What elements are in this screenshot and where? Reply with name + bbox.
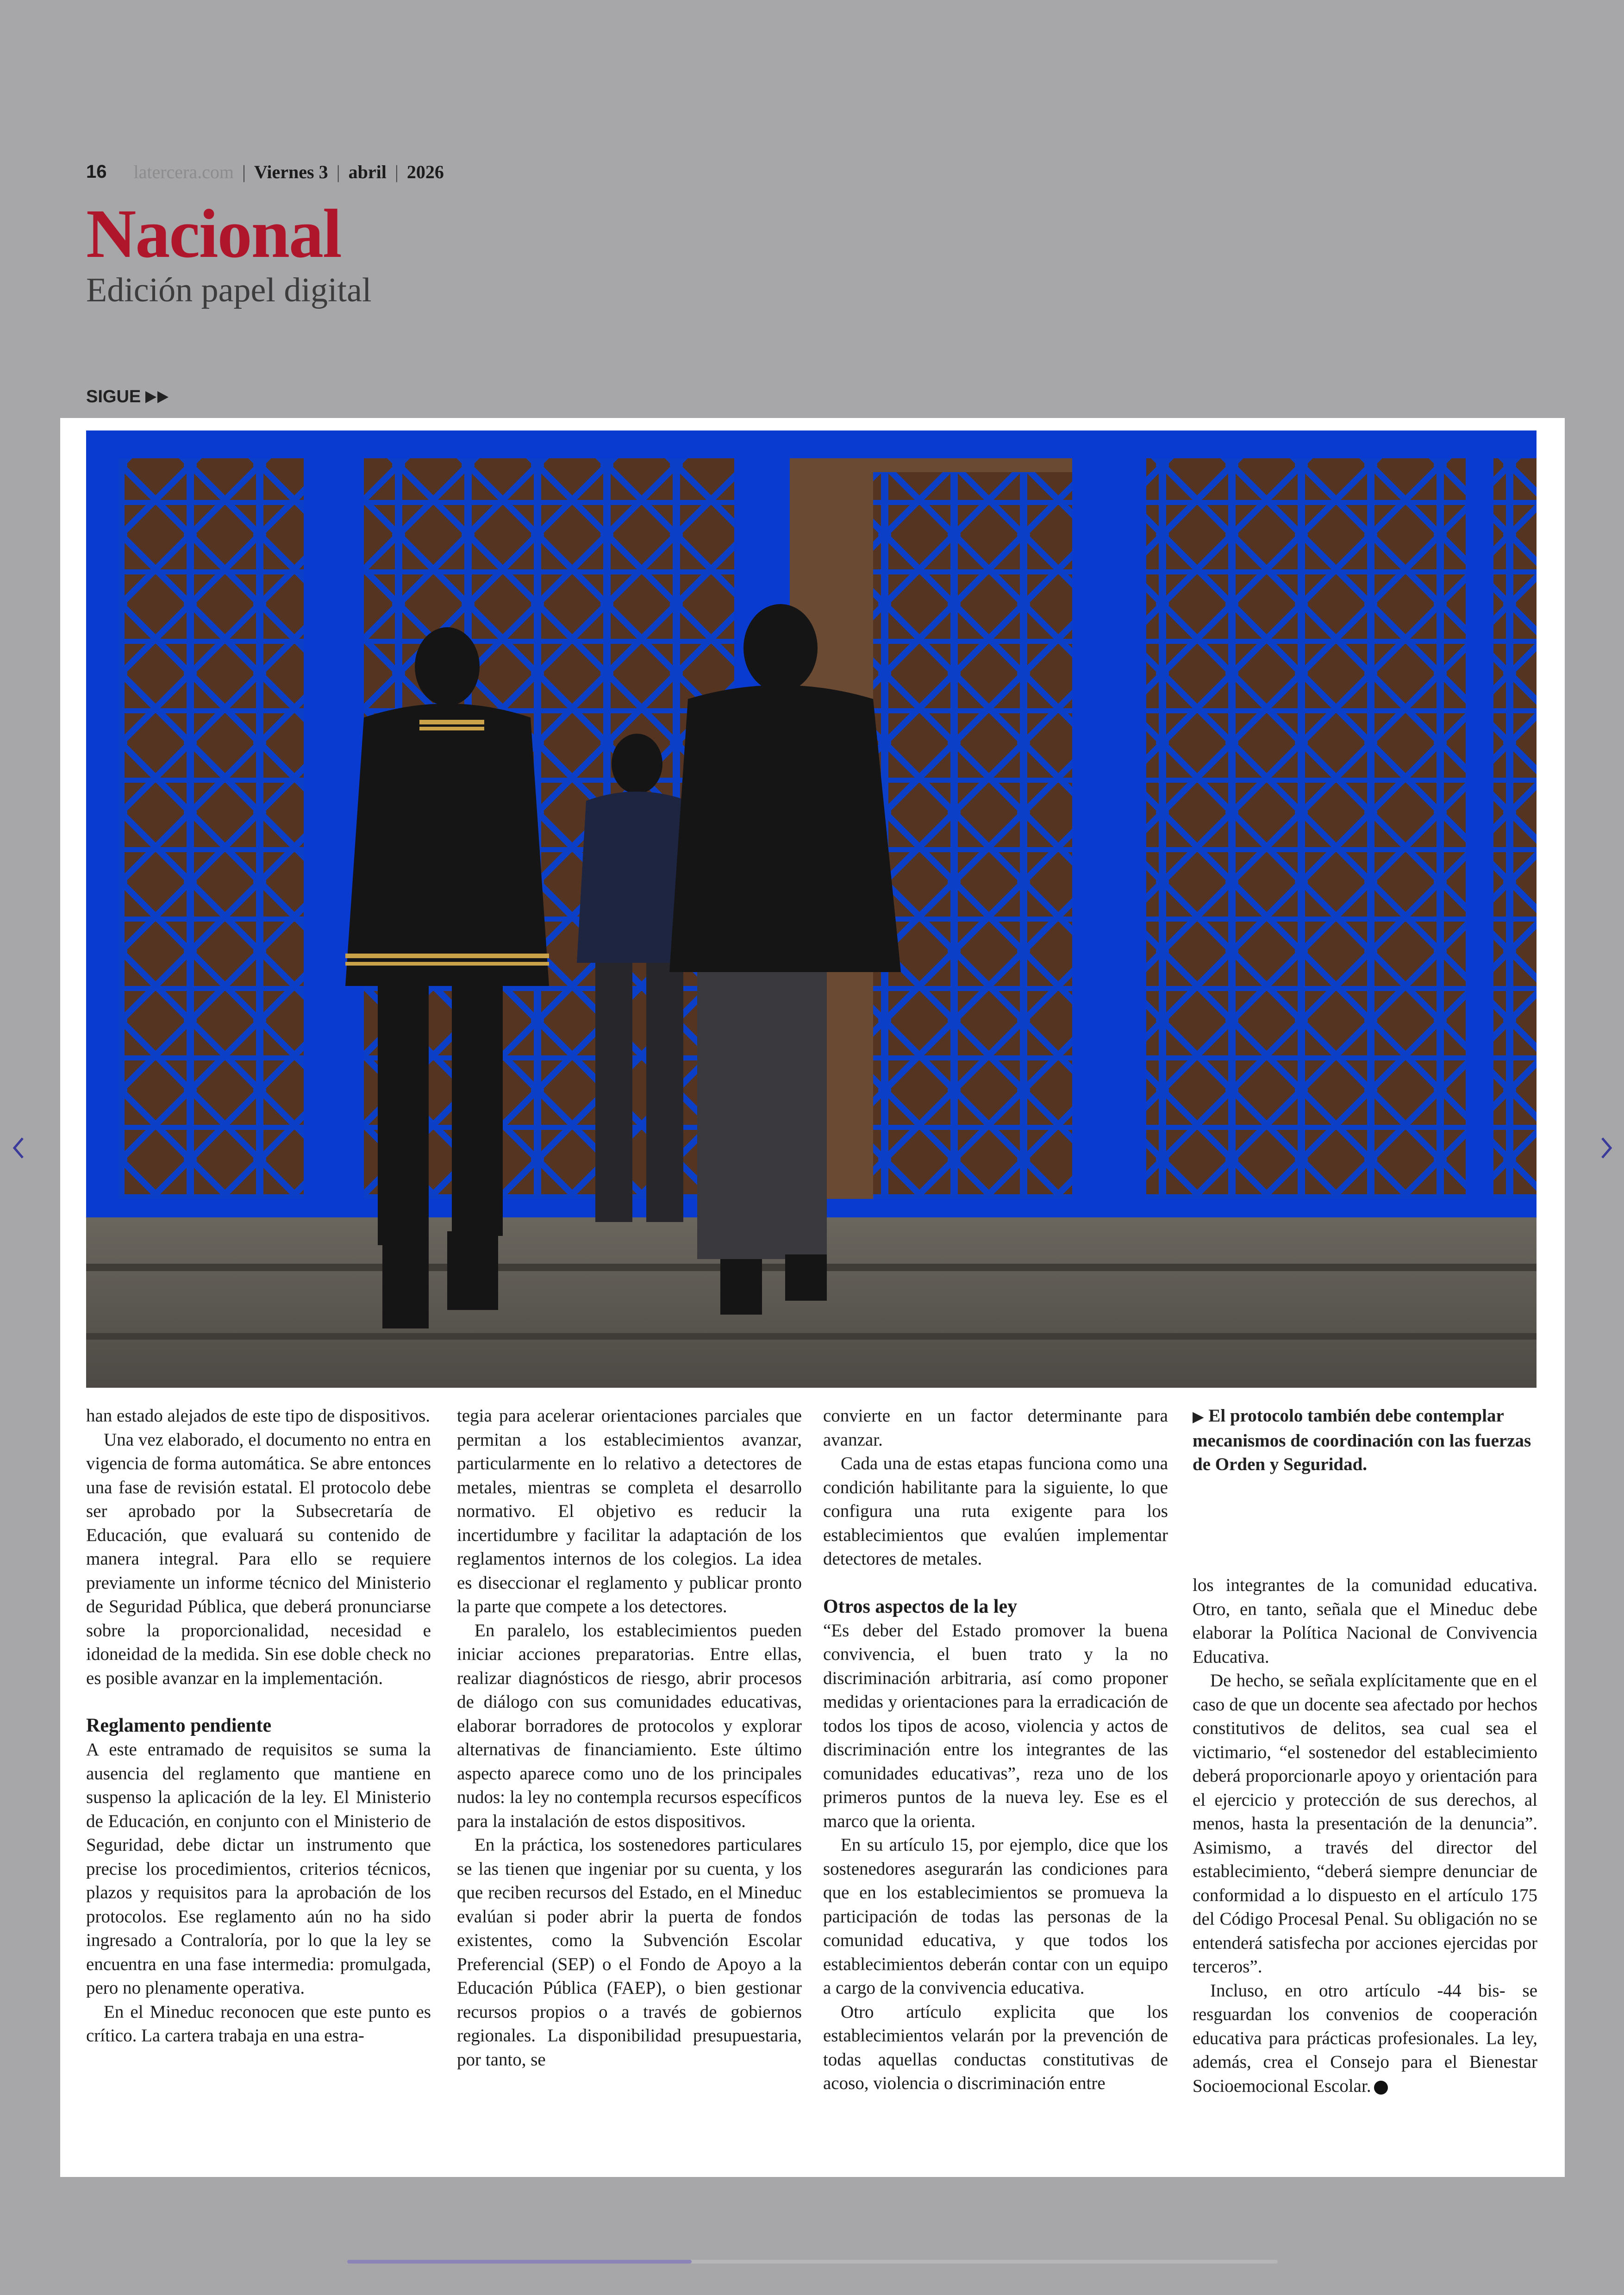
article-paragraph xyxy=(1193,1979,1537,2098)
article-subheading: Otros aspectos de la ley xyxy=(823,1596,1018,1617)
article-paragraph: De hecho, se señala explícitamente que en el caso de que un docente sea afectado por hechos constitutivos de delitos, sea cual sea el victimario, “el sostenedor del establecimiento deberá proporcionarle apoyo y orientación para el ejercicio y protección de sus derechos, al menos, hasta la presentación de la denuncia”. Asimismo, a través del director del establecimiento, “deberá siempre denunciar de conformidad a lo dispuesto en el artículo 175 del Código Procesal Penal. Su obligación no se entenderá satisfecha por acciones ejercidas por terceros”. xyxy=(1193,1671,1537,1977)
meta-separator: | xyxy=(394,162,399,182)
date-year: 2026 xyxy=(406,162,444,182)
caption-arrow-icon: ▶ xyxy=(1193,1408,1204,1425)
date-month: abril xyxy=(348,162,387,182)
double-play-arrow-icon xyxy=(144,390,170,404)
photo-caption xyxy=(1193,1404,1537,1477)
end-of-article-icon xyxy=(1374,2081,1388,2095)
continues-marker xyxy=(86,387,170,407)
chevron-left-icon xyxy=(12,1136,25,1160)
edition-subtitle: Edición papel digital xyxy=(86,271,372,309)
article-paragraph: En paralelo, los establecimientos pueden iniciar acciones preparatorias. Entre ellas, realizar diagnósticos de riesgo, abrir procesos de diálogo con sus comunidades educativas, elaborar borradores de protocolos y explorar alternativas de financiamiento. Este último aspecto aparece como uno de los principales nudos: la ley no contempla recursos específicos para la instalación de estos dispositivos. xyxy=(457,1620,802,1831)
meta-separator: | xyxy=(336,162,340,182)
previous-page-button[interactable] xyxy=(5,1129,32,1166)
article-paragraph: convierte en un factor determinante para avanzar. xyxy=(823,1406,1168,1450)
article-paragraph: “Es deber del Estado promover la buena convivencia, el buen trato y la no discriminación arbitraria, así como proponer medidas y orientaciones para la erradicación de todos los tipos de acoso, violencia y actos de discriminación entre los integrantes de las comunidades educativas”, reza uno de los primeros puntos de la nueva ley. Ese es el marco que la orienta. xyxy=(823,1620,1168,1831)
article-paragraph: Cada una de estas etapas funciona como una condición habilitante para la siguiente, lo que configura una ruta exigente para los establecimientos que evalúen implementar detectores de metales. xyxy=(823,1453,1168,1569)
article-paragraph: A este entramado de requisitos se suma la ausencia del reglamento que mantiene en suspenso la aplicación de la ley. El Ministerio de Educación, en conjunto con el Ministerio de Seguridad, debe dictar un instrumento que precise los procedimientos, criterios técnicos, plazos y requisitos para la aprobación de los protocolos. Ese reglamento aún no ha sido ingresado a Contraloría, por lo que la ley se encuentra en una fase intermedia: promulgada, pero no plenamente operativa. xyxy=(86,1740,431,1998)
reading-progress-bar[interactable] xyxy=(347,2260,1278,2264)
article-column-4 xyxy=(1193,1573,1537,2098)
photo-students-entering-school xyxy=(86,430,1537,1388)
article-paragraph: los integrantes de la comunidad educativa. Otro, en tanto, señala que el Mineduc debe elaborar la Política Nacional de Convivencia Educativa. xyxy=(1193,1575,1537,1667)
article-paragraph: tegia para acelerar orientaciones parciales que permitan a los establecimientos avanzar, particularmente en lo relativo a detectores de metales, mientras se completa el desarrollo normativo. El objetivo es reducir la incertidumbre y facilitar la adaptación de los reglamentos internos de los colegios. La idea es diseccionar el reglamento y publicar pronto la parte que compete a los detectores. xyxy=(457,1406,802,1616)
article-column-1 xyxy=(86,1404,431,2048)
article-photo xyxy=(86,430,1537,1388)
article-paragraph: Una vez elaborado, el documento no entra en vigencia de forma automática. Se abre entonces una fase de revisión estatal. El protocolo debe ser aprobado por la Subsecretaría de Educación, que evaluará su contenido de manera integral. Para ello se requiere previamente un informe técnico del Ministerio de Seguridad Pública, que deberá pronunciarse sobre la proporcionalidad, necesidad e idoneidad de la medida. Sin ese doble check no es posible avanzar en la implementación. xyxy=(86,1429,431,1688)
article-paragraph: En la práctica, los sostenedores particulares se las tienen que ingeniar por su cuenta, y los que reciben recursos del Estado, en el Mineduc evalúan si poder abrir la puerta de fondos existentes, como la Subvención Escolar Preferencial (SEP) o el Fondo de Apoyo a la Educación Pública (FAEP), o bien gestionar recursos propios o a través de gobiernos regionales. La disponibilidad presupuestaria, por tanto, se xyxy=(457,1835,802,2070)
article-paragraph-text: Incluso, en otro artículo -44 bis- se resguardan los convenios de cooperación educativa para prácticas profesionales. La ley, además, crea el Consejo para el Bienestar Socioemocional Escolar. xyxy=(1193,1980,1537,2096)
page-number: 16 xyxy=(86,162,107,182)
section-title: Nacional xyxy=(86,195,341,272)
meta-separator: | xyxy=(242,162,246,182)
article-paragraph: En su artículo 15, por ejemplo, dice que los sostenedores asegurarán las condiciones para que en los establecimientos se promueva la participación de todas las personas de la comunidad educativa, y que todos los establecimientos deberán contar con un equipo a cargo de la convivencia educativa. xyxy=(823,1835,1168,1998)
newspaper-page xyxy=(60,418,1565,2177)
article-column-3 xyxy=(823,1404,1168,2095)
reading-progress-fill xyxy=(347,2260,692,2264)
article-paragraph: En el Mineduc reconocen que este punto es crítico. La cartera trabaja en una estra- xyxy=(86,2002,431,2046)
page-meta-line xyxy=(86,161,444,183)
caption-text: El protocolo también debe contemplar mecanismos de coordinación con las fuerzas de Orden y Seguridad. xyxy=(1193,1406,1531,1474)
sigue-label: SIGUE xyxy=(86,387,141,406)
article-subheading: Reglamento pendiente xyxy=(86,1715,272,1736)
article-column-2 xyxy=(457,1404,802,2071)
article-paragraph: han estado alejados de este tipo de dispositivos. xyxy=(86,1406,431,1426)
next-page-button[interactable] xyxy=(1593,1129,1620,1166)
date-weekday: Viernes 3 xyxy=(254,162,328,182)
chevron-right-icon xyxy=(1599,1136,1613,1160)
article-paragraph: Otro artículo explicita que los establecimientos velarán por la prevención de todas aquellas conductas constitutivas de acoso, violencia o discriminación entre xyxy=(823,2002,1168,2093)
site-name: latercera.com xyxy=(133,162,234,182)
